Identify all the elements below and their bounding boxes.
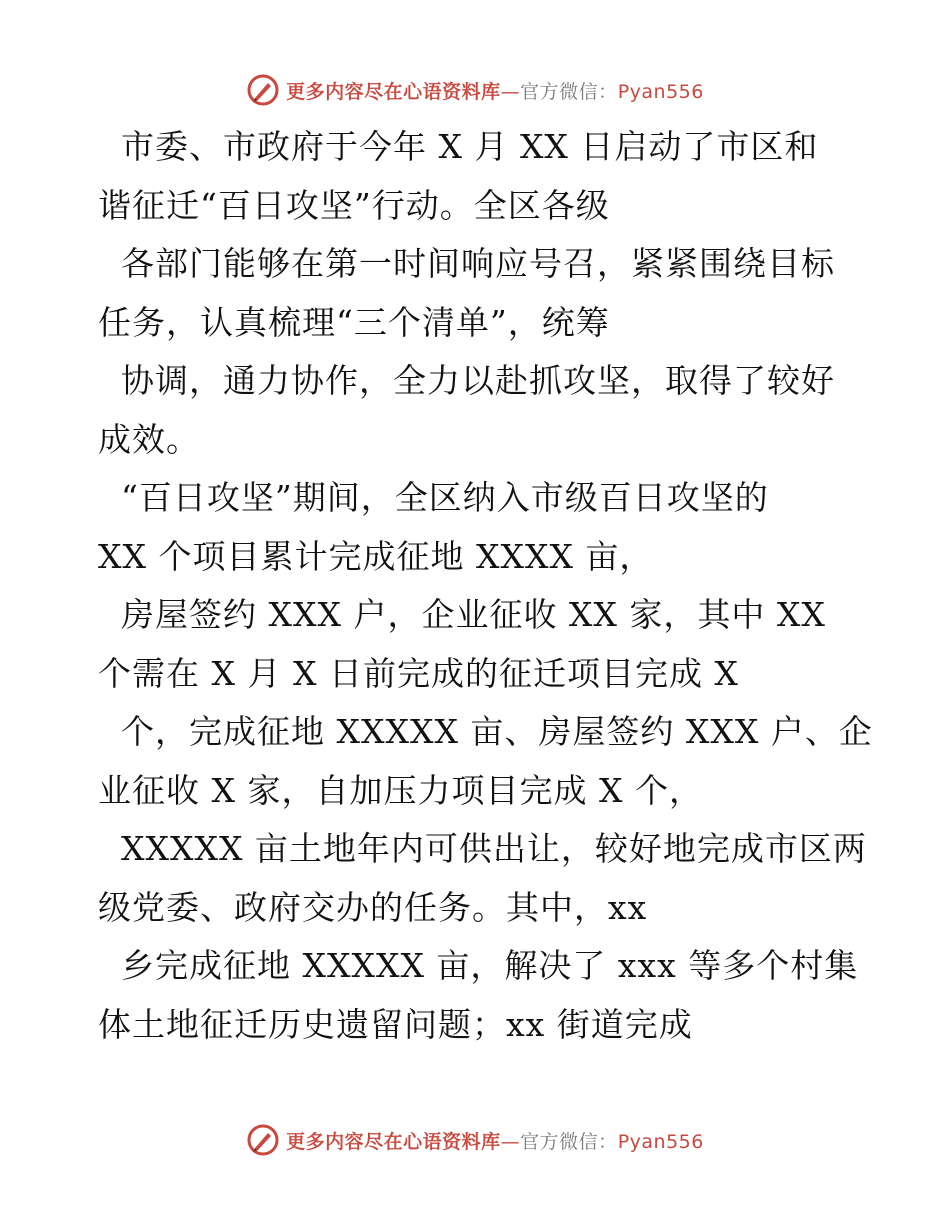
text-line: 市委、市政府于今年 X 月 XX 日启动了市区和: [98, 127, 819, 166]
watermark-text: 更多内容尽在心语资料库—官方微信：Pyan556: [286, 1130, 704, 1153]
document-body: [98, 118, 873, 1054]
text-line: 级党委、政府交办的任务。其中，xx: [98, 887, 648, 927]
pen-logo-icon: [246, 73, 280, 107]
text-line: 协调，通力协作，全力以赴抓攻坚，取得了较好: [98, 361, 835, 400]
text-line: 体土地征迁历史遗留问题；xx 街道完成: [98, 1004, 693, 1044]
watermark-text: 更多内容尽在心语资料库—官方微信：Pyan556: [286, 80, 704, 103]
text-line: XX 个项目累计完成征地 XXXX 亩，: [98, 536, 654, 576]
text-line: 业征收 X 家，自加压力项目完成 X 个，: [98, 770, 703, 810]
text-line: 任务，认真梳理“三个清单”，统筹: [98, 302, 610, 342]
text-line: 谐征迁“百日攻坚”行动。全区各级: [98, 185, 610, 225]
text-line: 乡完成征地 XXXXX 亩，解决了 xxx 等多个村集: [98, 946, 859, 985]
header-watermark: [0, 70, 950, 110]
text-line: 个，完成征地 XXXXX 亩、房屋签约 XXX 户、企: [98, 712, 873, 751]
text-line: 各部门能够在第一时间响应号召，紧紧围绕目标: [98, 244, 835, 283]
text-line: “百日攻坚”期间，全区纳入市级百日攻坚的: [98, 478, 769, 517]
pen-logo-icon: [246, 1123, 280, 1157]
text-line: XXXXX 亩土地年内可供出让，较好地完成市区两: [98, 829, 867, 868]
text-line: 房屋签约 XXX 户，企业征收 XX 家，其中 XX: [98, 595, 826, 634]
text-line: 个需在 X 月 X 日前完成的征迁项目完成 X: [98, 653, 739, 693]
footer-watermark: [0, 1120, 950, 1160]
text-line: 成效。: [98, 419, 200, 459]
